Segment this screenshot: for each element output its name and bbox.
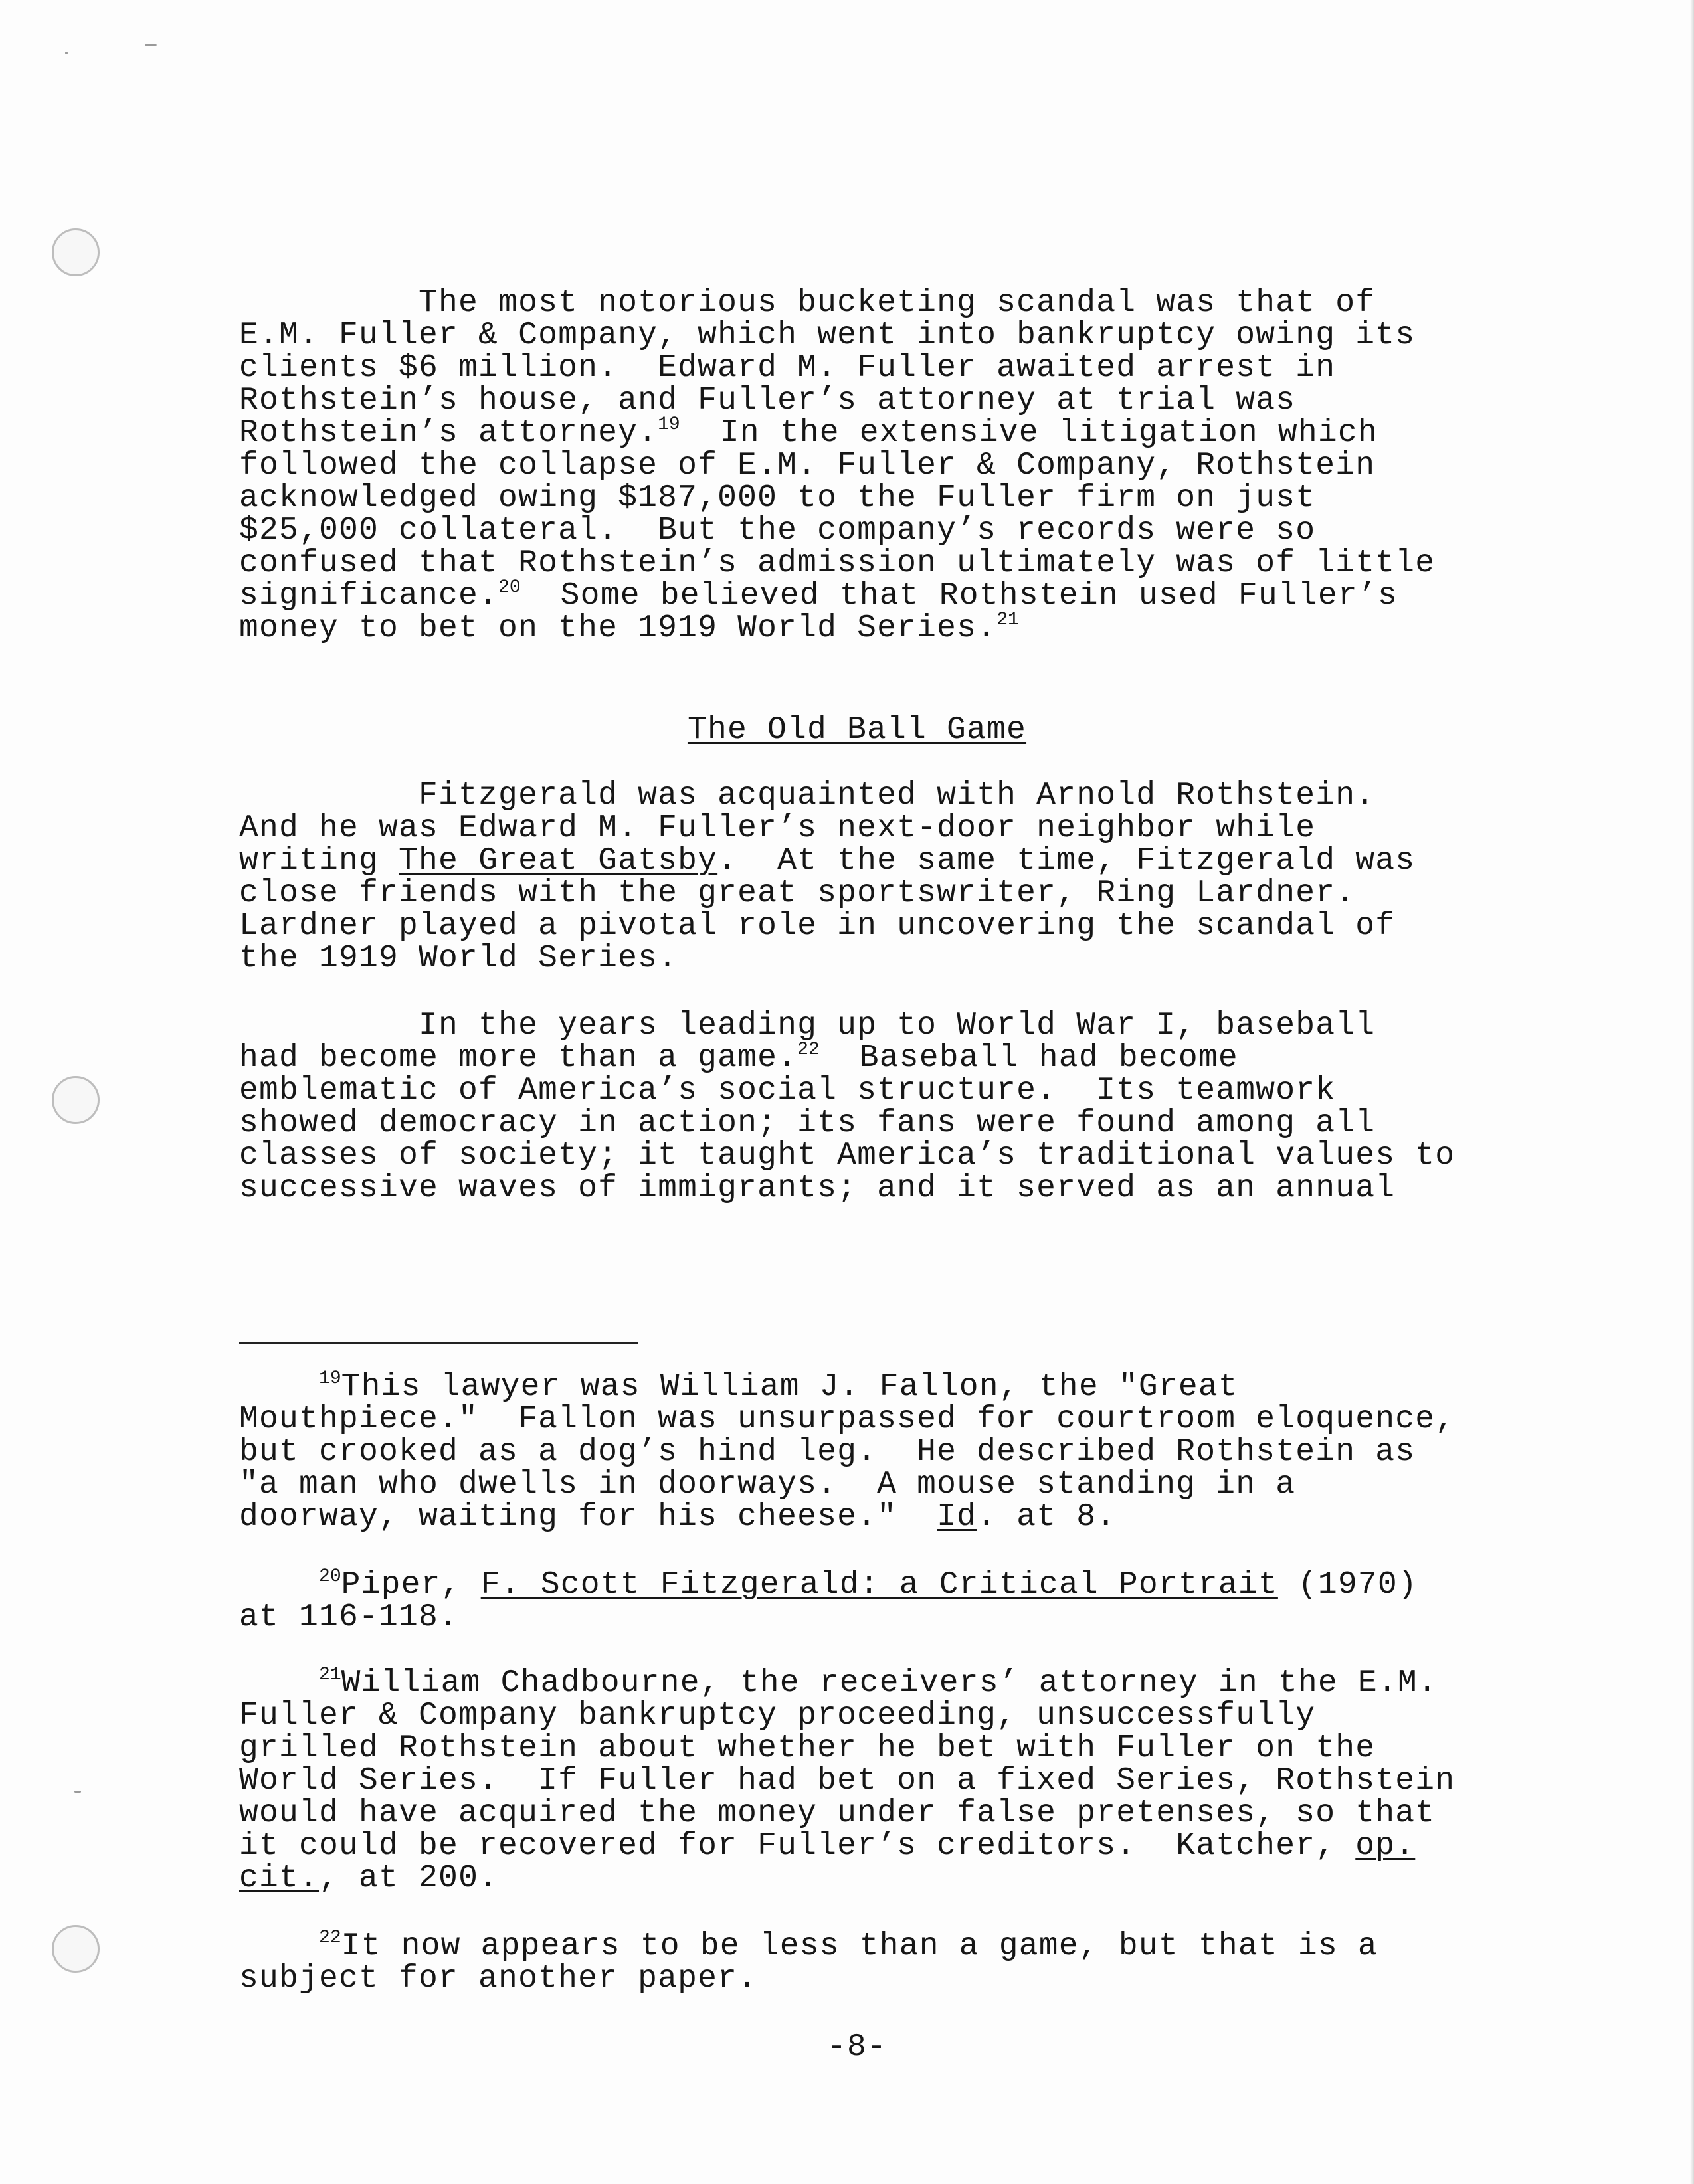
text-line: [239, 1567, 319, 1603]
text-line: [239, 1928, 319, 1964]
page-number: -8-: [826, 2029, 887, 2065]
text-line: E.M. Fuller & Company, which went into bankruptcy owing its: [239, 318, 1416, 353]
text-line: Baseball had become: [819, 1040, 1238, 1076]
text-line: had become more than a game.: [239, 1040, 798, 1076]
text-line: writing: [239, 843, 399, 879]
footnote-20: [239, 1566, 1475, 1635]
text-line: subject for another paper.: [239, 1961, 758, 1997]
text-line: would have acquired the money under false pretenses, so that: [239, 1795, 1436, 1831]
text-line: . at 8.: [977, 1499, 1117, 1535]
text-line: clients $6 million. Edward M. Fuller awaited arrest in: [239, 350, 1336, 386]
text-line: This lawyer was William J. Fallon, the "Great: [341, 1369, 1238, 1405]
text-line: significance.: [239, 578, 499, 614]
text-line: Fuller & Company bankruptcy proceeding, unsuccessfully: [239, 1698, 1316, 1734]
footnote-22: [239, 1930, 1475, 1995]
text-line: acknowledged owing $187,000 to the Fuller firm on just: [239, 480, 1316, 516]
text-line: at 116-118.: [239, 1599, 459, 1635]
text-line: emblematic of America’s social structure. Its teamwork: [239, 1073, 1336, 1109]
page-edge: [1690, 0, 1694, 2184]
text-line: Rothstein’s house, and Fuller’s attorney at trial was: [239, 383, 1296, 418]
punch-hole: [52, 1925, 100, 1973]
text-line: (1970): [1277, 1567, 1418, 1603]
text-line: Rothstein’s attorney.: [239, 415, 658, 451]
text-line: Lardner played a pivotal role in uncovering the scandal of: [239, 908, 1396, 944]
punch-hole: [52, 228, 100, 276]
text-line: close friends with the great sportswriter, Ring Lardner.: [239, 875, 1356, 911]
text-line: $25,000 collateral. But the company’s records were so: [239, 513, 1316, 549]
text-line: followed the collapse of E.M. Fuller & Company, Rothstein: [239, 448, 1376, 484]
section-heading: [239, 714, 1475, 747]
scan-speck: [65, 52, 68, 54]
footnote-number: 22: [319, 1928, 341, 1948]
text-line: but crooked as a dog’s hind leg. He described Rothstein as: [239, 1434, 1416, 1470]
citation-id: Id: [937, 1499, 977, 1535]
footnote-number: 19: [319, 1368, 341, 1389]
footnote-number: 21: [319, 1665, 341, 1685]
book-title-piper: F. Scott Fitzgerald: a Critical Portrait: [480, 1567, 1278, 1603]
text-line: the 1919 World Series.: [239, 941, 678, 976]
footnote-separator: [239, 1342, 638, 1344]
citation-op-cit: cit.: [239, 1861, 320, 1896]
text-line: Some believed that Rothstein used Fuller’s: [520, 578, 1398, 614]
text-line: it could be recovered for Fuller’s creditors. Katcher,: [239, 1828, 1356, 1864]
book-title-gatsby: The Great Gatsby: [399, 843, 718, 879]
text-line: . At the same time, Fitzgerald was: [717, 843, 1416, 879]
section-heading-text: The Old Ball Game: [687, 712, 1027, 748]
footnote-ref-21[interactable]: 21: [996, 610, 1019, 630]
text-line: confused that Rothstein’s admission ultimately was of little: [239, 545, 1436, 581]
text-line: classes of society; it taught America’s traditional values to: [239, 1138, 1456, 1174]
footnote-21: [239, 1667, 1475, 1895]
text-line: Piper,: [341, 1567, 481, 1603]
text-line: In the years leading up to World War I, baseball: [239, 1008, 1376, 1044]
scan-speck: [145, 44, 157, 46]
text-line: Fitzgerald was acquainted with Arnold Rothstein.: [239, 778, 1376, 814]
footnote-ref-20[interactable]: 20: [498, 577, 521, 598]
text-line: William Chadbourne, the receivers’ attorney in the E.M.: [341, 1665, 1438, 1701]
footnote-19: [239, 1368, 1475, 1535]
text-line: money to bet on the 1919 World Series.: [239, 610, 997, 646]
text-line: "a man who dwells in doorways. A mouse standing in a: [239, 1467, 1296, 1502]
text-line: And he was Edward M. Fuller’s next-door neighbor while: [239, 810, 1316, 846]
text-line: showed democracy in action; its fans were found among all: [239, 1105, 1376, 1141]
paragraph-fitzgerald: [239, 780, 1475, 975]
footnote-number: 20: [319, 1566, 341, 1587]
citation-op-cit: op.: [1355, 1828, 1416, 1864]
text-line: Mouthpiece." Fallon was unsurpassed for courtroom eloquence,: [239, 1402, 1456, 1437]
text-line: grilled Rothstein about whether he bet with Fuller on the: [239, 1730, 1376, 1766]
paragraph-bucketing-scandal: [239, 287, 1475, 645]
text-line: It now appears to be less than a game, but that is a: [341, 1928, 1378, 1964]
text-line: , at 200.: [319, 1861, 499, 1896]
footnote-ref-19[interactable]: 19: [658, 414, 680, 435]
punch-hole: [52, 1076, 100, 1124]
footnote-ref-22[interactable]: 22: [797, 1040, 820, 1060]
scan-speck: [74, 1791, 81, 1793]
text-line: The most notorious bucketing scandal was that of: [239, 285, 1376, 321]
paragraph-baseball: [239, 1010, 1475, 1205]
text-line: In the extensive litigation which: [680, 415, 1378, 451]
text-line: successive waves of immigrants; and it served as an annual: [239, 1170, 1396, 1206]
text-line: [239, 1369, 319, 1405]
text-line: World Series. If Fuller had bet on a fixed Series, Rothstein: [239, 1763, 1456, 1799]
text-line: [239, 1665, 319, 1701]
text-line: doorway, waiting for his cheese.": [239, 1499, 937, 1535]
